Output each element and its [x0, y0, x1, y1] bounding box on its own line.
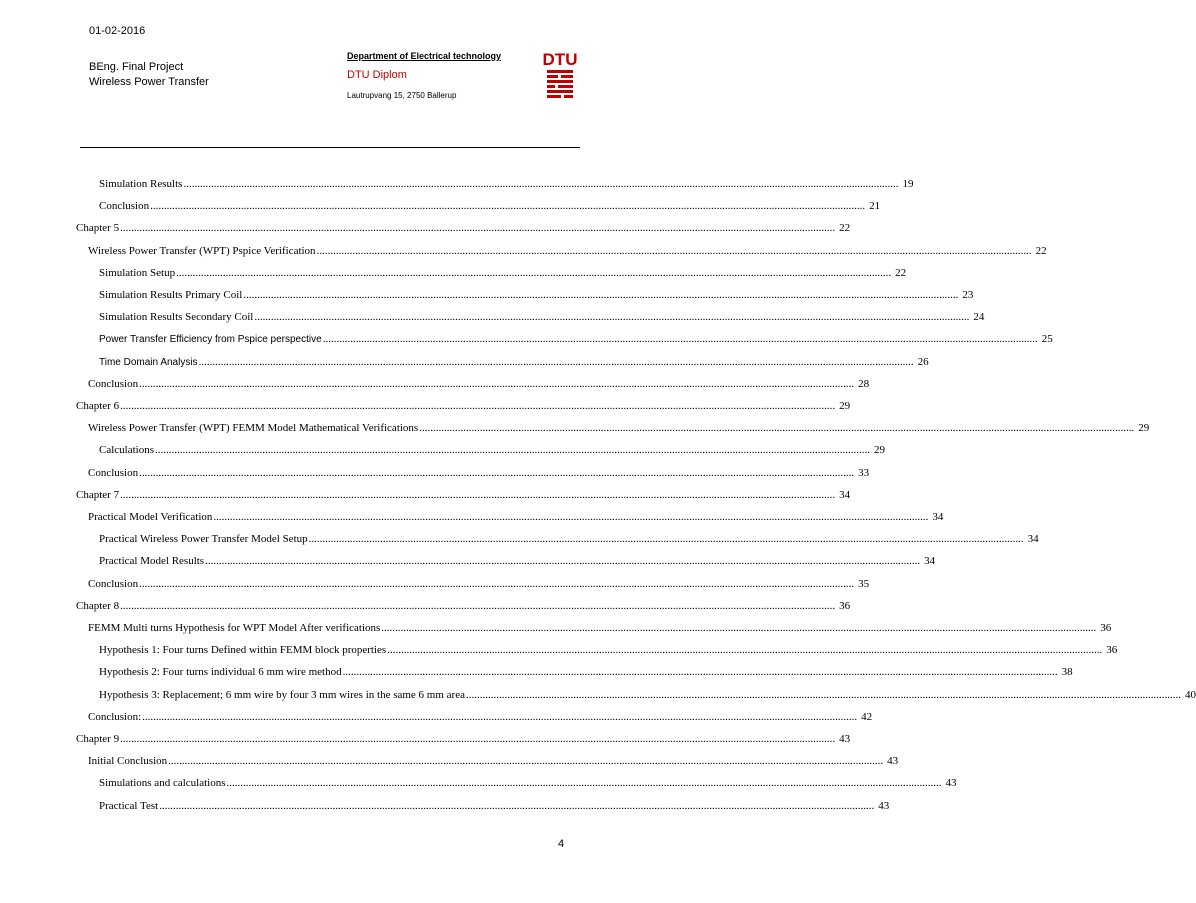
toc-leader-dots: ....................................................................................................................................................................................................................................................................: [342, 666, 1058, 679]
header-institution: [347, 51, 501, 100]
toc-entry-label: Simulation Results Secondary Coil: [99, 311, 254, 324]
toc-entry-label: Simulation Results: [99, 178, 183, 190]
toc-entry-page: 38: [1061, 666, 1073, 679]
toc-entry-page: 26: [917, 355, 929, 368]
toc-entry-page: 29: [874, 444, 885, 457]
toc-leader-dots: ....................................................................................................................................................................................................................................................................: [159, 799, 875, 812]
header-diplom: DTU Diplom: [347, 69, 407, 81]
toc-leader-dots: ....................................................................................................................................................................................................................................................................: [308, 533, 1024, 546]
toc-entry-label: Conclusion: [88, 466, 139, 479]
toc-entry[interactable]: [99, 266, 907, 283]
toc-leader-dots: ....................................................................................................................................................................................................................................................................: [387, 644, 1103, 657]
toc-leader-dots: ....................................................................................................................................................................................................................................................................: [139, 466, 855, 479]
toc-entry-page: 33: [858, 466, 870, 479]
toc-entry-page: 34: [924, 555, 936, 568]
toc-entry[interactable]: [99, 666, 1073, 682]
toc-entry-label: Calculations: [99, 444, 154, 457]
toc-leader-dots: ....................................................................................................................................................................................................................................................................: [205, 555, 921, 568]
toc-leader-dots: ....................................................................................................................................................................................................................................................................: [322, 333, 1038, 346]
header-department: Department of Electrical technology: [347, 51, 502, 61]
toc-entry-page: 22: [1035, 244, 1047, 257]
toc-entry-page: 40: [1184, 688, 1196, 701]
toc-entry[interactable]: [88, 755, 899, 771]
dtu-logo-stripes: [547, 70, 573, 98]
toc-entry-label: Hypothesis 1: Four turns Defined within FEMM block properties: [99, 644, 387, 657]
page-number: 4: [558, 838, 565, 850]
toc-leader-dots: ....................................................................................................................................................................................................................................................................: [168, 755, 884, 768]
toc-leader-dots: ....................................................................................................................................................................................................................................................................: [120, 733, 836, 745]
toc-entry[interactable]: [88, 511, 944, 527]
dtu-logo-text: DTU: [542, 50, 578, 69]
toc-entry[interactable]: [99, 355, 929, 372]
toc-leader-dots: ....................................................................................................................................................................................................................................................................: [316, 244, 1032, 257]
toc-entry-page: 23: [962, 289, 974, 301]
toc-entry-page: 21: [869, 200, 881, 213]
toc-entry-page: 42: [861, 710, 873, 723]
toc-leader-dots: ....................................................................................................................................................................................................................................................................: [419, 422, 1135, 435]
toc-entry-label: Practical Test: [99, 799, 159, 812]
toc-leader-dots: ....................................................................................................................................................................................................................................................................: [120, 488, 836, 501]
toc-entry-label: Power Transfer Efficiency from Pspice perspective: [99, 334, 322, 346]
toc-entry-label: Practical Model Results: [99, 555, 205, 568]
toc-entry-label: Initial Conclusion: [88, 755, 168, 768]
toc-entry-page: 43: [839, 733, 851, 745]
toc-entry[interactable]: [76, 488, 851, 505]
toc-leader-dots: ....................................................................................................................................................................................................................................................................: [139, 377, 855, 390]
header-project: BEng. Final Project: [89, 61, 184, 73]
toc-leader-dots: ....................................................................................................................................................................................................................................................................: [120, 599, 836, 612]
toc-entry-page: 22: [895, 266, 907, 279]
toc-entry-label: Practical Wireless Power Transfer Model Setup: [99, 533, 308, 546]
header-divider: [80, 147, 580, 148]
toc-leader-dots: ....................................................................................................................................................................................................................................................................: [243, 289, 959, 301]
toc-leader-dots: ....................................................................................................................................................................................................................................................................: [198, 355, 914, 368]
toc-entry[interactable]: [88, 622, 1112, 638]
toc-leader-dots: ....................................................................................................................................................................................................................................................................: [183, 178, 899, 190]
toc-leader-dots: ....................................................................................................................................................................................................................................................................: [142, 710, 858, 723]
toc-leader-dots: ....................................................................................................................................................................................................................................................................: [150, 200, 866, 213]
toc-entry[interactable]: [88, 577, 870, 594]
toc-entry[interactable]: [99, 289, 974, 305]
toc-leader-dots: ....................................................................................................................................................................................................................................................................: [139, 577, 855, 590]
toc-entry[interactable]: [99, 311, 985, 327]
toc-entry-page: 35: [858, 577, 870, 590]
toc-entry[interactable]: [99, 533, 1039, 549]
toc-entry-label: Hypothesis 3: Replacement; 6 mm wire by four 3 mm wires in the same 6 mm area: [99, 688, 465, 701]
toc-entry[interactable]: [99, 688, 1196, 705]
toc-entry-label: Time Domain Analysis: [99, 356, 198, 368]
toc-entry[interactable]: [76, 222, 851, 238]
header-title: Wireless Power Transfer: [89, 76, 209, 88]
toc-entry-page: 36: [1106, 644, 1118, 657]
toc-leader-dots: ....................................................................................................................................................................................................................................................................: [120, 400, 836, 412]
toc-entry-page: 43: [887, 755, 899, 768]
toc-entry-label: Chapter 5: [76, 222, 120, 235]
toc-entry-page: 29: [839, 400, 851, 412]
toc-entry[interactable]: [76, 733, 851, 749]
toc-entry[interactable]: [76, 400, 851, 416]
toc-entry-label: Simulation Setup: [99, 266, 176, 279]
toc-entry[interactable]: [99, 777, 957, 793]
toc-leader-dots: ....................................................................................................................................................................................................................................................................: [155, 444, 870, 457]
toc-entry-page: 36: [1100, 622, 1112, 634]
toc-leader-dots: ....................................................................................................................................................................................................................................................................: [465, 688, 1181, 701]
toc-entry-label: Conclusion: [88, 577, 139, 590]
toc-entry-page: 19: [902, 178, 914, 190]
toc-leader-dots: ....................................................................................................................................................................................................................................................................: [381, 622, 1097, 634]
toc-entry[interactable]: [88, 377, 870, 394]
toc-entry[interactable]: [99, 555, 936, 571]
toc-entry-page: 22: [839, 222, 851, 235]
toc-entry-label: Chapter 9: [76, 733, 120, 745]
toc-entry-label: Conclusion: [99, 200, 150, 213]
toc-entry[interactable]: [88, 710, 873, 727]
toc-entry-page: 34: [932, 511, 944, 523]
toc-entry[interactable]: [99, 200, 881, 216]
toc-entry-label: Chapter 7: [76, 488, 120, 501]
toc-entry[interactable]: [88, 422, 1150, 438]
header-date: 01-02-2016: [89, 25, 146, 37]
toc-entry[interactable]: [88, 244, 1047, 261]
toc-entry-page: 24: [973, 311, 985, 324]
toc-leader-dots: ....................................................................................................................................................................................................................................................................: [120, 222, 836, 235]
toc-entry[interactable]: [88, 466, 870, 483]
toc-entry-page: 43: [878, 799, 890, 812]
toc-entry-label: Conclusion: [88, 377, 139, 390]
toc-entry-label: Wireless Power Transfer (WPT) Pspice Verification: [88, 244, 316, 257]
toc-entry[interactable]: [99, 333, 1053, 349]
toc-entry-label: FEMM Multi turns Hypothesis for WPT Model After verifications: [88, 622, 381, 634]
toc-entry-label: Conclusion:: [88, 710, 142, 723]
toc-entry[interactable]: [99, 799, 890, 816]
toc-entry-page: 29: [1138, 422, 1150, 435]
toc-entry[interactable]: [99, 644, 1118, 660]
toc-entry[interactable]: [99, 444, 885, 460]
toc-entry-label: Simulation Results Primary Coil: [99, 289, 243, 301]
toc-entry-page: 25: [1041, 333, 1053, 346]
toc-leader-dots: ....................................................................................................................................................................................................................................................................: [254, 311, 970, 324]
toc-entry-page: 36: [839, 599, 851, 612]
toc-entry-label: Hypothesis 2: Four turns individual 6 mm wire method: [99, 666, 342, 679]
toc-entry-page: 34: [839, 488, 851, 501]
toc-entry-page: 34: [1027, 533, 1039, 546]
toc-entry-label: Chapter 6: [76, 400, 120, 412]
toc-leader-dots: ....................................................................................................................................................................................................................................................................: [213, 511, 929, 523]
toc-entry-label: Chapter 8: [76, 599, 120, 612]
header-address: Lautrupvang 15, 2750 Ballerup: [347, 91, 457, 100]
toc-leader-dots: ....................................................................................................................................................................................................................................................................: [176, 266, 892, 279]
toc-leader-dots: ....................................................................................................................................................................................................................................................................: [226, 777, 942, 790]
toc-entry[interactable]: [99, 178, 914, 194]
toc-entry-label: Practical Model Verification: [88, 511, 213, 523]
toc-entry-page: 43: [945, 777, 957, 790]
dtu-logo: [542, 48, 578, 104]
toc-entry[interactable]: [76, 599, 851, 616]
toc-entry-label: Wireless Power Transfer (WPT) FEMM Model Mathematical Verifications: [88, 422, 419, 435]
toc-entry-label: Simulations and calculations: [99, 777, 226, 790]
toc-entry-page: 28: [858, 377, 870, 390]
header-left: [89, 24, 209, 90]
